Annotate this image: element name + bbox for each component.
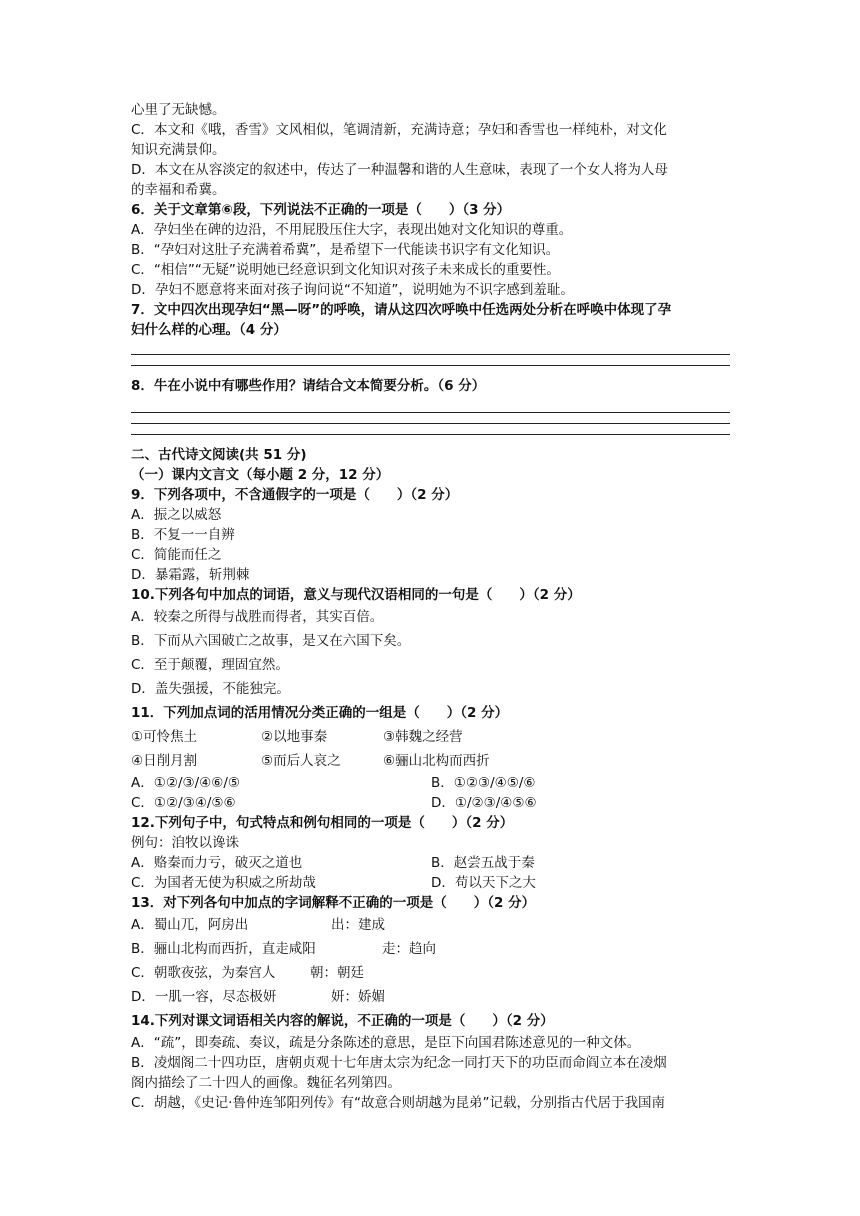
option-b: B．凌烟阁二十四功臣，唐朝贞观十七年唐太宗为纪念一同打天下的功臣而命阎立本在凌烟: [131, 1055, 667, 1071]
option-b: [131, 937, 731, 961]
option-a: A．较秦之所得与战胜而得者，其实百倍。: [131, 609, 384, 625]
text-line: 的幸福和希冀。: [131, 182, 226, 198]
question-9: [131, 485, 731, 585]
question-13: [131, 893, 731, 1009]
text-line: 知识充满景仰。: [131, 142, 226, 158]
option-b: B．①②③/④⑤/⑥: [431, 775, 536, 791]
question-11: [131, 701, 731, 813]
prev-question-options: [131, 100, 731, 200]
item: ⑤而后人哀之: [261, 753, 341, 769]
item: ④日削月割: [131, 753, 198, 769]
section-title: 二、古代诗文阅读(共 51 分): [131, 447, 307, 463]
question-title: 6．关于文章第⑥段，下列说法不正确的一项是（ ）（3 分）: [131, 202, 511, 218]
option-sentence: A．蜀山兀，阿房出: [131, 917, 249, 933]
option-sentence: C．朝歌夜弦，为秦宫人: [131, 965, 276, 981]
example-sentence: 例句：洎牧以谗诛: [131, 835, 239, 851]
text-line: D．本文在从容淡定的叙述中，传达了一种温馨和谐的人生意味，表现了一个女人将为人母: [131, 162, 668, 178]
option-b: B．赵尝五战于秦: [431, 855, 535, 871]
question-title: 10.下列各句中加点的词语，意义与现代汉语相同的一句是（ ）（2 分）: [131, 587, 581, 603]
question-title: 12.下列句子中，句式特点和例句相同的一项是（ ）（2 分）: [131, 815, 514, 831]
text-line: 心里了无缺憾。: [131, 102, 226, 118]
question-8: [131, 376, 731, 435]
option-row: [131, 873, 731, 893]
question-title: 14.下列对课文词语相关内容的解说，不正确的一项是（ ）（2 分）: [131, 1013, 554, 1029]
item: ②以地事秦: [261, 729, 328, 745]
option-row: [131, 853, 731, 873]
question-14: [131, 1009, 731, 1113]
question-title: 9．下列各项中，不含通假字的一项是（ ）（2 分）: [131, 487, 459, 503]
question-7: [131, 300, 731, 366]
option-gloss: 妍：娇媚: [331, 989, 385, 1005]
option-a: A．①②/③/④⑥/⑤: [131, 775, 240, 791]
exam-page: [131, 100, 731, 1113]
option-gloss: 朝：朝廷: [310, 965, 364, 981]
question-title: 7．文中四次出现孕妇“黑—呀”的呼唤，请从这四次呼唤中任选两处分析在呼唤中体现了孕: [131, 302, 672, 318]
question-title-cont: 妇什么样的心理。（4 分）: [131, 322, 287, 338]
question-title: 8．牛在小说中有哪些作用？请结合文本简要分析。（6 分）: [131, 378, 486, 394]
option-b-cont: 阁内描绘了二十四人的画像。魏征名列第四。: [131, 1075, 401, 1091]
option-d: D．①/②③/④⑤⑥: [431, 795, 537, 811]
option-sentence: D．一肌一容，尽态极妍: [131, 989, 277, 1005]
item-row: [131, 749, 731, 773]
option-a: [131, 913, 731, 937]
option-d: D．暴霜露，斩荆棘: [131, 567, 250, 583]
option-a: A．孕妇坐在碑的边沿，不用屁股压住大字，表现出她对文化知识的尊重。: [131, 222, 573, 238]
answer-line: [131, 365, 730, 366]
option-d: D．盖失强援，不能独完。: [131, 681, 290, 697]
item: ①可怜焦土: [131, 729, 198, 745]
question-10: [131, 585, 731, 701]
option-gloss: 出：建成: [331, 917, 385, 933]
option-b: B．不复一一自辨: [131, 527, 235, 543]
question-title: 11．下列加点词的活用情况分类正确的一组是（ ）（2 分）: [131, 705, 509, 721]
option-row: [131, 773, 731, 793]
item: ③韩魏之经营: [383, 729, 463, 745]
question-title: 13．对下列各句中加点的字词解释不正确的一项是（ ）（2 分）: [131, 895, 536, 911]
option-gloss: 走：趋向: [382, 941, 436, 957]
option-c: C．简能而任之: [131, 547, 222, 563]
option-a: A．“疏”，即奏疏、奏议，疏是分条陈述的意思，是臣下向国君陈述意见的一种文体。: [131, 1035, 641, 1051]
option-d: D．孕妇不愿意将来面对孩子询问说“不知道”，说明她为不识字感到羞耻。: [131, 282, 574, 298]
option-sentence: B．骊山北构而西折，直走咸阳: [131, 941, 316, 957]
item: ⑥骊山北构而西折: [383, 753, 490, 769]
question-12: [131, 813, 731, 893]
option-c: C．“相信”“无疑”说明她已经意识到文化知识对孩子未来成长的重要性。: [131, 262, 560, 278]
text-line: C．本文和《哦，香雪》文风相似，笔调清新，充满诗意；孕妇和香雪也一样纯朴，对文化: [131, 122, 667, 138]
option-d: D．苟以天下之大: [431, 875, 536, 891]
section-subtitle: （一）课内文言文（每小题 2 分，12 分）: [131, 467, 390, 483]
option-c: C．胡越，《史记·鲁仲连邹阳列传》有“故意合则胡越为昆弟”记载，分别指古代居于我国南: [131, 1095, 665, 1111]
option-a: A．赂秦而力亏，破灭之道也: [131, 855, 303, 871]
option-row: [131, 793, 731, 813]
item-row: [131, 725, 731, 749]
option-d: [131, 985, 731, 1009]
option-c: C．为国者无使为积威之所劫哉: [131, 875, 316, 891]
answer-line: [131, 354, 730, 355]
answer-line: [131, 412, 730, 413]
option-c: C．①②/③④/⑤⑥: [131, 795, 236, 811]
question-6: [131, 200, 731, 300]
answer-line: [131, 423, 730, 424]
option-b: B．“孕妇对这肚子充满着希冀”，是希望下一代能读书识字有文化知识。: [131, 242, 560, 258]
option-c: [131, 961, 731, 985]
option-a: A．振之以威怒: [131, 507, 222, 523]
option-c: C．至于颠覆，理固宜然。: [131, 657, 289, 673]
section-2: [131, 445, 731, 485]
answer-line: [131, 434, 730, 435]
option-b: B．下而从六国破亡之故事，是又在六国下矣。: [131, 633, 411, 649]
